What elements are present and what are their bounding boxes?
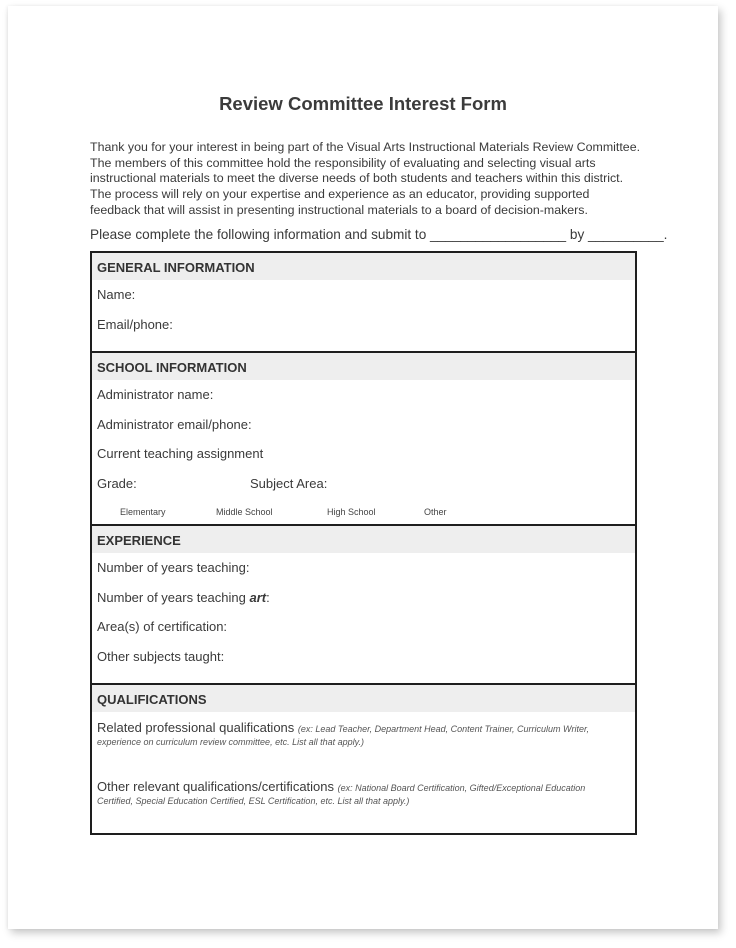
intro-paragraph: Thank you for your interest in being part of the Visual Arts Instructional Materials Review Committee. The members of this committee hold the responsibility of evaluating and selecting visual arts instructional materials to meet the diverse needs of both students and teachers within this district. The process will rely on your expertise and experience as an educator, providing supported feedback that will assist in presenting instructional materials to a board of decision-makers. — [90, 140, 641, 217]
section-header: QUALIFICATIONS — [92, 685, 635, 712]
grade-option-middle-school[interactable]: Middle School — [216, 507, 273, 517]
section-header: SCHOOL INFORMATION — [92, 353, 635, 380]
qualification-hint: Certified, Special Education Certified, ESL Certification, etc. List all that apply.) — [97, 796, 410, 806]
subject-area-field[interactable]: Subject Area: — [250, 475, 328, 491]
years-teaching-art-field[interactable]: Number of years teaching art: — [97, 589, 270, 605]
submit-instructions: Please complete the following information and submit to __________________ by __________. — [90, 227, 668, 242]
certification-areas-field[interactable]: Area(s) of certification: — [97, 619, 228, 634]
section-school-information — [92, 353, 635, 526]
administrator-email-phone-field[interactable]: Administrator email/phone: — [97, 416, 252, 432]
qualification-hint: (ex: National Board Certification, Gifted/Exceptional Education — [337, 783, 586, 793]
other-subjects-field[interactable]: Other subjects taught: — [97, 648, 225, 664]
qualification-hint: experience on curriculum review committee, etc. List all that apply.) — [97, 737, 364, 747]
section-experience — [92, 526, 635, 685]
related-professional-qualifications-field[interactable]: Related professional qualifications (ex: Lead Teacher, Department Head, Content Trainer, Curriculum Writer, experience on curriculum review committee, etc. List all that apply.) — [97, 719, 635, 778]
grade-option-other[interactable]: Other — [424, 507, 447, 517]
submit-to-blank: __________________ — [430, 227, 567, 242]
form-title: Review Committee Interest Form — [219, 93, 507, 114]
submit-by: by — [566, 227, 589, 242]
section-header: EXPERIENCE — [92, 526, 635, 553]
submit-prefix: Please complete the following information and submit to — [90, 227, 431, 242]
current-teaching-assignment-field[interactable]: Current teaching assignment — [97, 446, 264, 461]
name-field[interactable]: Name: — [97, 287, 136, 302]
submit-date-blank: __________ — [588, 227, 664, 242]
grade-subject-row — [97, 469, 635, 499]
grade-options — [97, 498, 635, 524]
email-phone-field[interactable]: Email/phone: — [97, 316, 173, 332]
art-emphasis: art — [249, 589, 267, 605]
grade-field[interactable]: Grade: — [97, 475, 137, 491]
administrator-name-field[interactable]: Administrator name: — [97, 387, 214, 402]
grade-option-high-school[interactable]: High School — [327, 507, 376, 517]
grade-option-elementary[interactable]: Elementary — [120, 507, 166, 517]
qualification-hint: (ex: Lead Teacher, Department Head, Content Trainer, Curriculum Writer, — [297, 724, 590, 734]
section-general-information — [92, 253, 635, 353]
section-header: GENERAL INFORMATION — [92, 253, 635, 280]
form-table — [90, 251, 637, 835]
other-qualifications-certifications-field[interactable]: Other relevant qualifications/certifications (ex: National Board Certification, Gifted/Exceptional Education Certified, Special Education Certified, ESL Certification, etc. List all that apply.) — [97, 778, 635, 837]
section-qualifications — [92, 685, 635, 835]
years-teaching-field[interactable]: Number of years teaching: — [97, 560, 250, 575]
